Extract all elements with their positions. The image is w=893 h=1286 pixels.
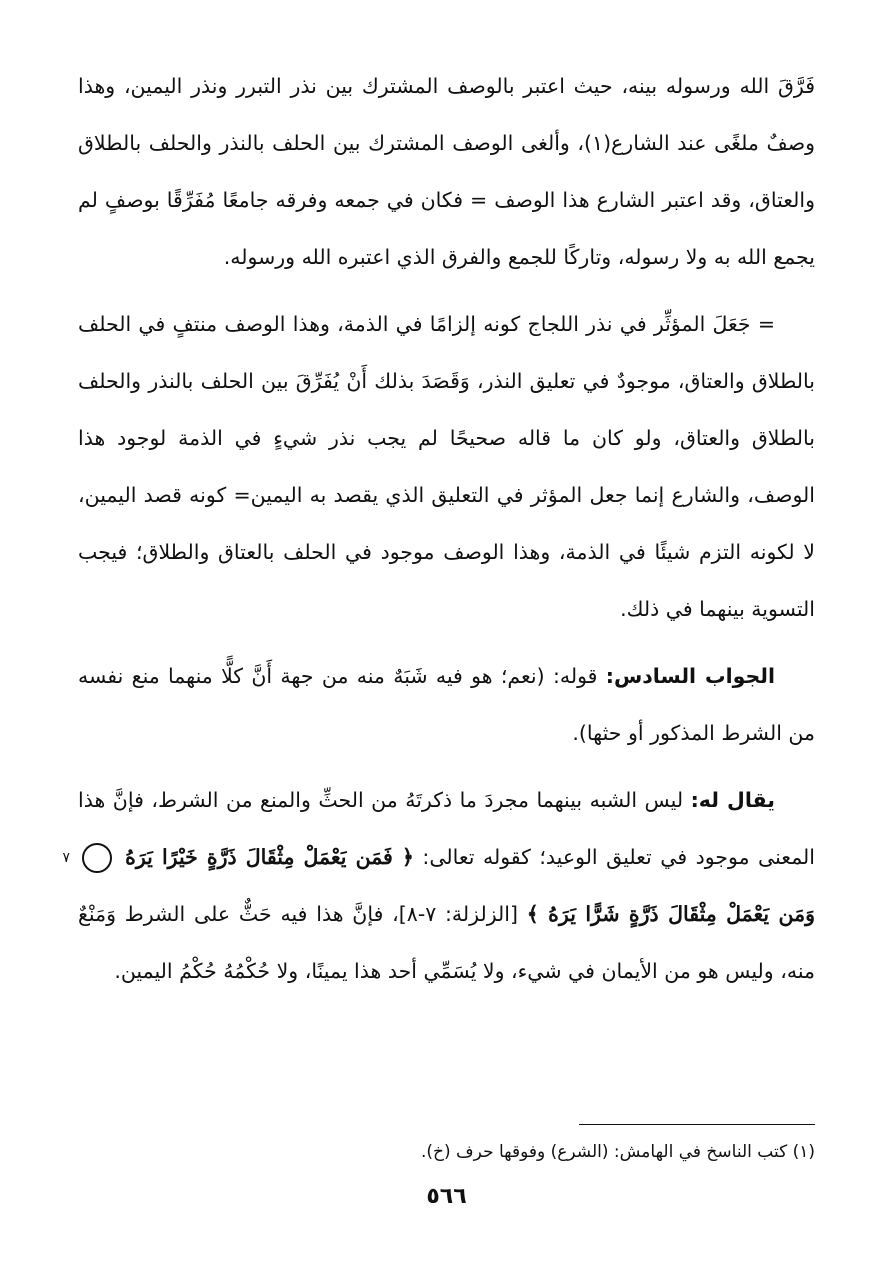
paragraph-2: = جَعَلَ المؤثِّر في نذر اللجاج كونه إلزامًا في الذمة، وهذا الوصف منتفٍ في الحلف بالطلاق والعتاق، موجودٌ في تعليق النذر، وَقَصَدَ بذلك أَنْ يُفَرِّقَ بين الحلف بالنذر والحلف بالطلاق والعتاق، ولو كان ما قاله صحيحًا لم يجب نذر شيءٍ في الذمة لوجود هذا الوصف، والشارع إنما جعل المؤثر في التعليق الذي يقصد به اليمين= كونه قصد اليمين، لا لكونه التزم شيئًا في الذمة، وهذا الوصف موجود في الحلف بالعتاق والطلاق؛ فيجب التسوية بينهما في ذلك. bbox=[78, 312, 815, 621]
reply-text-a: ليس الشبه بينهما مجردَ ما ذكرتَهُ من الحثِّ والمنع من الشرط، فإنَّ هذا المعنى موجود في تعليق الوعيد؛ كقوله تعالى: bbox=[78, 788, 815, 869]
paragraph-4 bbox=[62, 772, 815, 1000]
paragraph-1: فَرَّقَ الله ورسوله بينه، حيث اعتبر بالوصف المشترك بين نذر التبرر ونذر اليمين، وهذا وصفٌ ملغًى عند الشارع(١)، وألغى الوصف المشترك بين الحلف بالنذر والحلف بالطلاق والعتاق، وقد اعتبر الشارع هذا الوصف = فكان في جمعه وفرقه جامعًا مُفَرِّقًا بوصفٍ لم يجمع الله به ولا رسوله، وتاركًا للجمع والفرق الذي اعتبره الله ورسوله. bbox=[78, 74, 815, 269]
page-number: ٥٦٦ bbox=[426, 1184, 467, 1209]
page-body bbox=[62, 58, 815, 1010]
paragraph-3 bbox=[78, 648, 815, 762]
quran-reference: [الزلزلة: ٧-٨] bbox=[398, 902, 527, 926]
footnote-divider bbox=[579, 1124, 815, 1125]
footnote-1: (١) كتب الناسخ في الهامش: (الشرع) وفوقها حرف (خ). bbox=[421, 1142, 815, 1162]
reply-text-b: ، فإنَّ هذا فيه حَثٌّ على الشرط وَمَنْعٌ منه، وليس هو من الأيمان في شيء، ولا يُسَمِّي أحد هذا يمينًا، ولا حُكْمُهُ حُكْمُ اليمين. bbox=[78, 902, 815, 983]
answer-six-label: الجواب السادس: bbox=[605, 664, 775, 688]
quran-verse-8: وَمَن يَعْمَلْ مِثْقَالَ ذَرَّةٍ شَرًّا يَرَهُ ﴾ bbox=[526, 902, 815, 926]
reply-label: يقال له: bbox=[690, 788, 775, 812]
ayah-number-7: ٧ bbox=[82, 843, 112, 873]
answer-six-text: قوله: (نعم؛ هو فيه شَبَهٌ منه من جهة أَنَّ كلًّا منهما منع نفسه من الشرط المذكور أو حثها). bbox=[78, 664, 815, 745]
quran-verse-7: ﴿ فَمَن يَعْمَلْ مِثْقَالَ ذَرَّةٍ خَيْرًا يَرَهُ bbox=[116, 845, 414, 869]
